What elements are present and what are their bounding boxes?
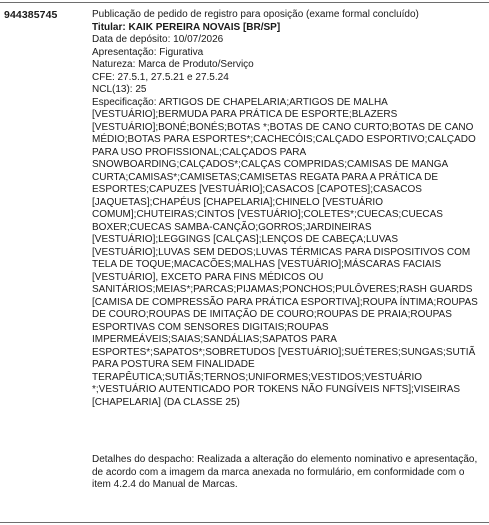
process-number: 944385745 xyxy=(4,9,58,21)
cfe-codes: CFE: 27.5.1, 27.5.21 e 27.5.24 xyxy=(92,71,229,83)
ncl-class: NCL(13): 25 xyxy=(92,84,147,95)
nature: Natureza: Marca de Produto/Serviço xyxy=(92,59,254,70)
deposit-date: Data de depósito: 10/07/2026 xyxy=(92,34,224,45)
publication-entry xyxy=(92,9,484,492)
spacer xyxy=(92,409,484,454)
holder-name: Titular: KAIK PEREIRA NOVAIS [BR/SP] xyxy=(92,21,281,33)
top-divider xyxy=(0,2,489,3)
specification-text: Especificação: ARTIGOS DE CHAPELARIA;ARTIGOS DE MALHA [VESTUÁRIO];BERMUDA PARA PRÁTICA DE ESPORTE;BLAZERS [VESTUÁRIO];BONÉ;BONÉS;BOTAS *;BOTAS DE CANO CURTO;BOTAS DE CANO MÉDIO;BOTAS PARA ESPORTES*;CACHECÓIS;CALÇADO ESPORTIVO;CALÇADO PARA USO PROFISSIONAL;CALÇADOS PARA SNOWBOARDING;CALÇADOS*;CALÇAS COMPRIDAS;CAMISAS DE MANGA CURTA;CAMISAS*;CAMISETAS;CAMISETAS REGATA PARA A PRÁTICA DE ESPORTES;CAPUZES [VESTUÁRIO];CASACOS [CAPOTES];CASACOS [JAQUETAS];CHAPÉUS [CHAPELARIA];CHINELO [VESTUÁRIO COMUM];CHUTEIRAS;CINTOS [VESTUÁRIO];COLETES*;CUECAS;CUECAS BOXER;CUECAS SAMBA-CANÇÃO;GORROS;JARDINEIRAS [VESTUÁRIO];LEGGINGS [CALÇAS];LENÇOS DE CABEÇA;LUVAS [VESTUÁRIO];LUVAS SEM DEDOS;LUVAS TÉRMICAS PARA DISPOSITIVOS COM TELA DE TOQUE;MACACÕES;MALHAS [VESTUÁRIO];MÁSCARAS FACIAIS [VESTUÁRIO], EXCETO PARA FINS MÉDICOS OU SANITÁRIOS;MEIAS*;PARCAS;PIJAMAS;PONCHOS;PULÔVERES;RASH GUARDS [CAMISA DE COMPRESSÃO PARA PRÁTICA ESPORTIVA];ROUPA ÍNTIMA;ROUPAS DE COURO;ROUPAS DE IMITAÇÃO DE COURO;ROUPAS DE PRAIA;ROUPAS ESPORTIVAS COM SENSORES DIGITAIS;ROUPAS IMPERMEÁVEIS;SAIAS;SANDÁLIAS;SAPATOS PARA ESPORTES*;SAPATOS*;SOBRETUDOS [VESTUÁRIO];SUÉTERES;SUNGAS;SUTIÃ PARA POSTURA SEM FINALIDADE TERAPÊUTICA;SUTIÃS;TERNOS;UNIFORMES;VESTIDOS;VESTUÁRIO *;VESTUÁRIO AUTENTICADO POR TOKENS NÃO FUNGÍVEIS NFTS];VISEIRAS [CHAPELARIA] (DA CLASSE 25) xyxy=(92,96,478,408)
publication-type: Publicação de pedido de registro para oposição (exame formal concluído) xyxy=(92,9,419,20)
dispatch-details: Detalhes do despacho: Realizada a alteração do elemento nominativo e apresentação, de acordo com a imagem da marca anexada no formulário, em conformidade com o item 4.2.4 do Manual de Marcas. xyxy=(92,454,478,490)
bottom-divider xyxy=(0,522,489,523)
presentation: Apresentação: Figurativa xyxy=(92,46,204,58)
